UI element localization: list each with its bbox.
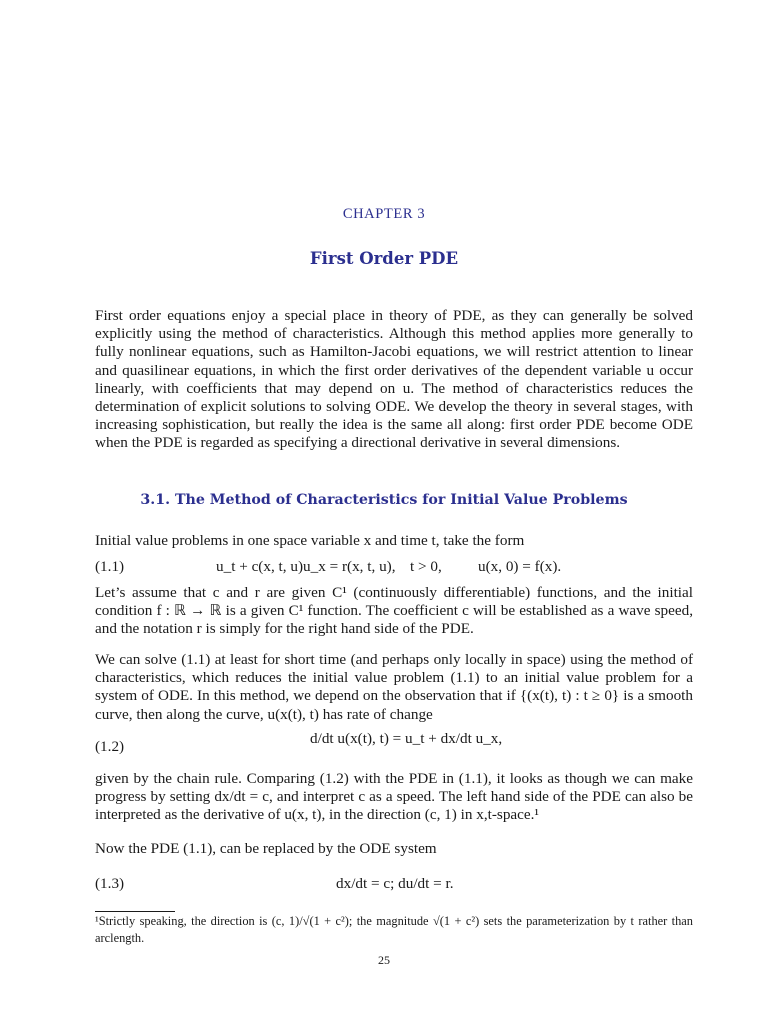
characteristics-paragraph: We can solve (1.1) at least for short time (and perhaps only locally in space) using the method of characteristics, which reduces the initial value problem (1.1) to an initial value problem for a system of ODE. In this method, we depend on the observation that if {(x(t), t) : t ≥ 0} is a smooth curve, then along the curve, u(x(t), t) has rate of change <box>95 651 693 723</box>
ode-system-paragraph: Now the PDE (1.1), can be replaced by the ODE system <box>95 840 437 857</box>
footnote: ¹Strictly speaking, the direction is (c, 1)/√(1 + c²); the magnitude √(1 + c²) sets the parameterization by t rather than arclength. <box>95 914 693 945</box>
chapter-title: First Order PDE <box>309 249 459 268</box>
equation-1-2: d/dt u(x(t), t) = u_t + dx/dt u_x, <box>310 730 503 747</box>
equation-1-3: dx/dt = c; du/dt = r. <box>336 875 454 892</box>
equation-number: (1.3) <box>95 875 125 892</box>
initial-value-paragraph: Initial value problems in one space variable x and time t, take the form <box>95 532 525 549</box>
equation-1-1-pde: u_t + c(x, t, u)u_x = r(x, t, u), <box>216 558 396 575</box>
equation-1-1-initial: u(x, 0) = f(x). <box>478 558 562 575</box>
section-heading: 3.1. The Method of Characteristics for Initial Value Problems <box>140 492 628 508</box>
equation-1-1-condition: t > 0, <box>410 558 442 575</box>
equation-number: (1.1) <box>95 558 125 575</box>
chapter-label: CHAPTER 3 <box>342 206 426 222</box>
footnote-rule <box>95 911 175 912</box>
assumption-paragraph: Let’s assume that c and r are given C¹ (continuously differentiable) functions, and the initial condition f : ℝ → ℝ is a given C¹ function. The coefficient c will be established as a wave speed, and the notation r is simply for the right hand side of the PDE. <box>95 584 693 638</box>
intro-paragraph: First order equations enjoy a special place in theory of PDE, as they can generally be solved explicitly using the method of characteristics. Although this method applies more generally to fully nonlinear equations, such as Hamilton-Jacobi equations, we will restrict attention to linear and quasilinear equations, in which the first order derivatives of the dependent variable u occur linearly, with coefficients that may depend on u. The method of characteristics reduces the determination of explicit solutions to solving ODE. We develop the theory in several stages, with increasing sophistication, but really the idea is the same all along: first order PDE become ODE when the PDE is regarded as specifying a directional derivative in several dimensions. <box>95 307 693 452</box>
equation-number: (1.2) <box>95 738 125 755</box>
page-number: 25 <box>378 953 390 967</box>
chain-rule-paragraph: given by the chain rule. Comparing (1.2) with the PDE in (1.1), it looks as though we can make progress by setting dx/dt = c, and interpret c as a speed. The left hand side of the PDE can also be interpreted as the derivative of u(x, t), in the direction (c, 1) in x,t-space.¹ <box>95 770 693 824</box>
